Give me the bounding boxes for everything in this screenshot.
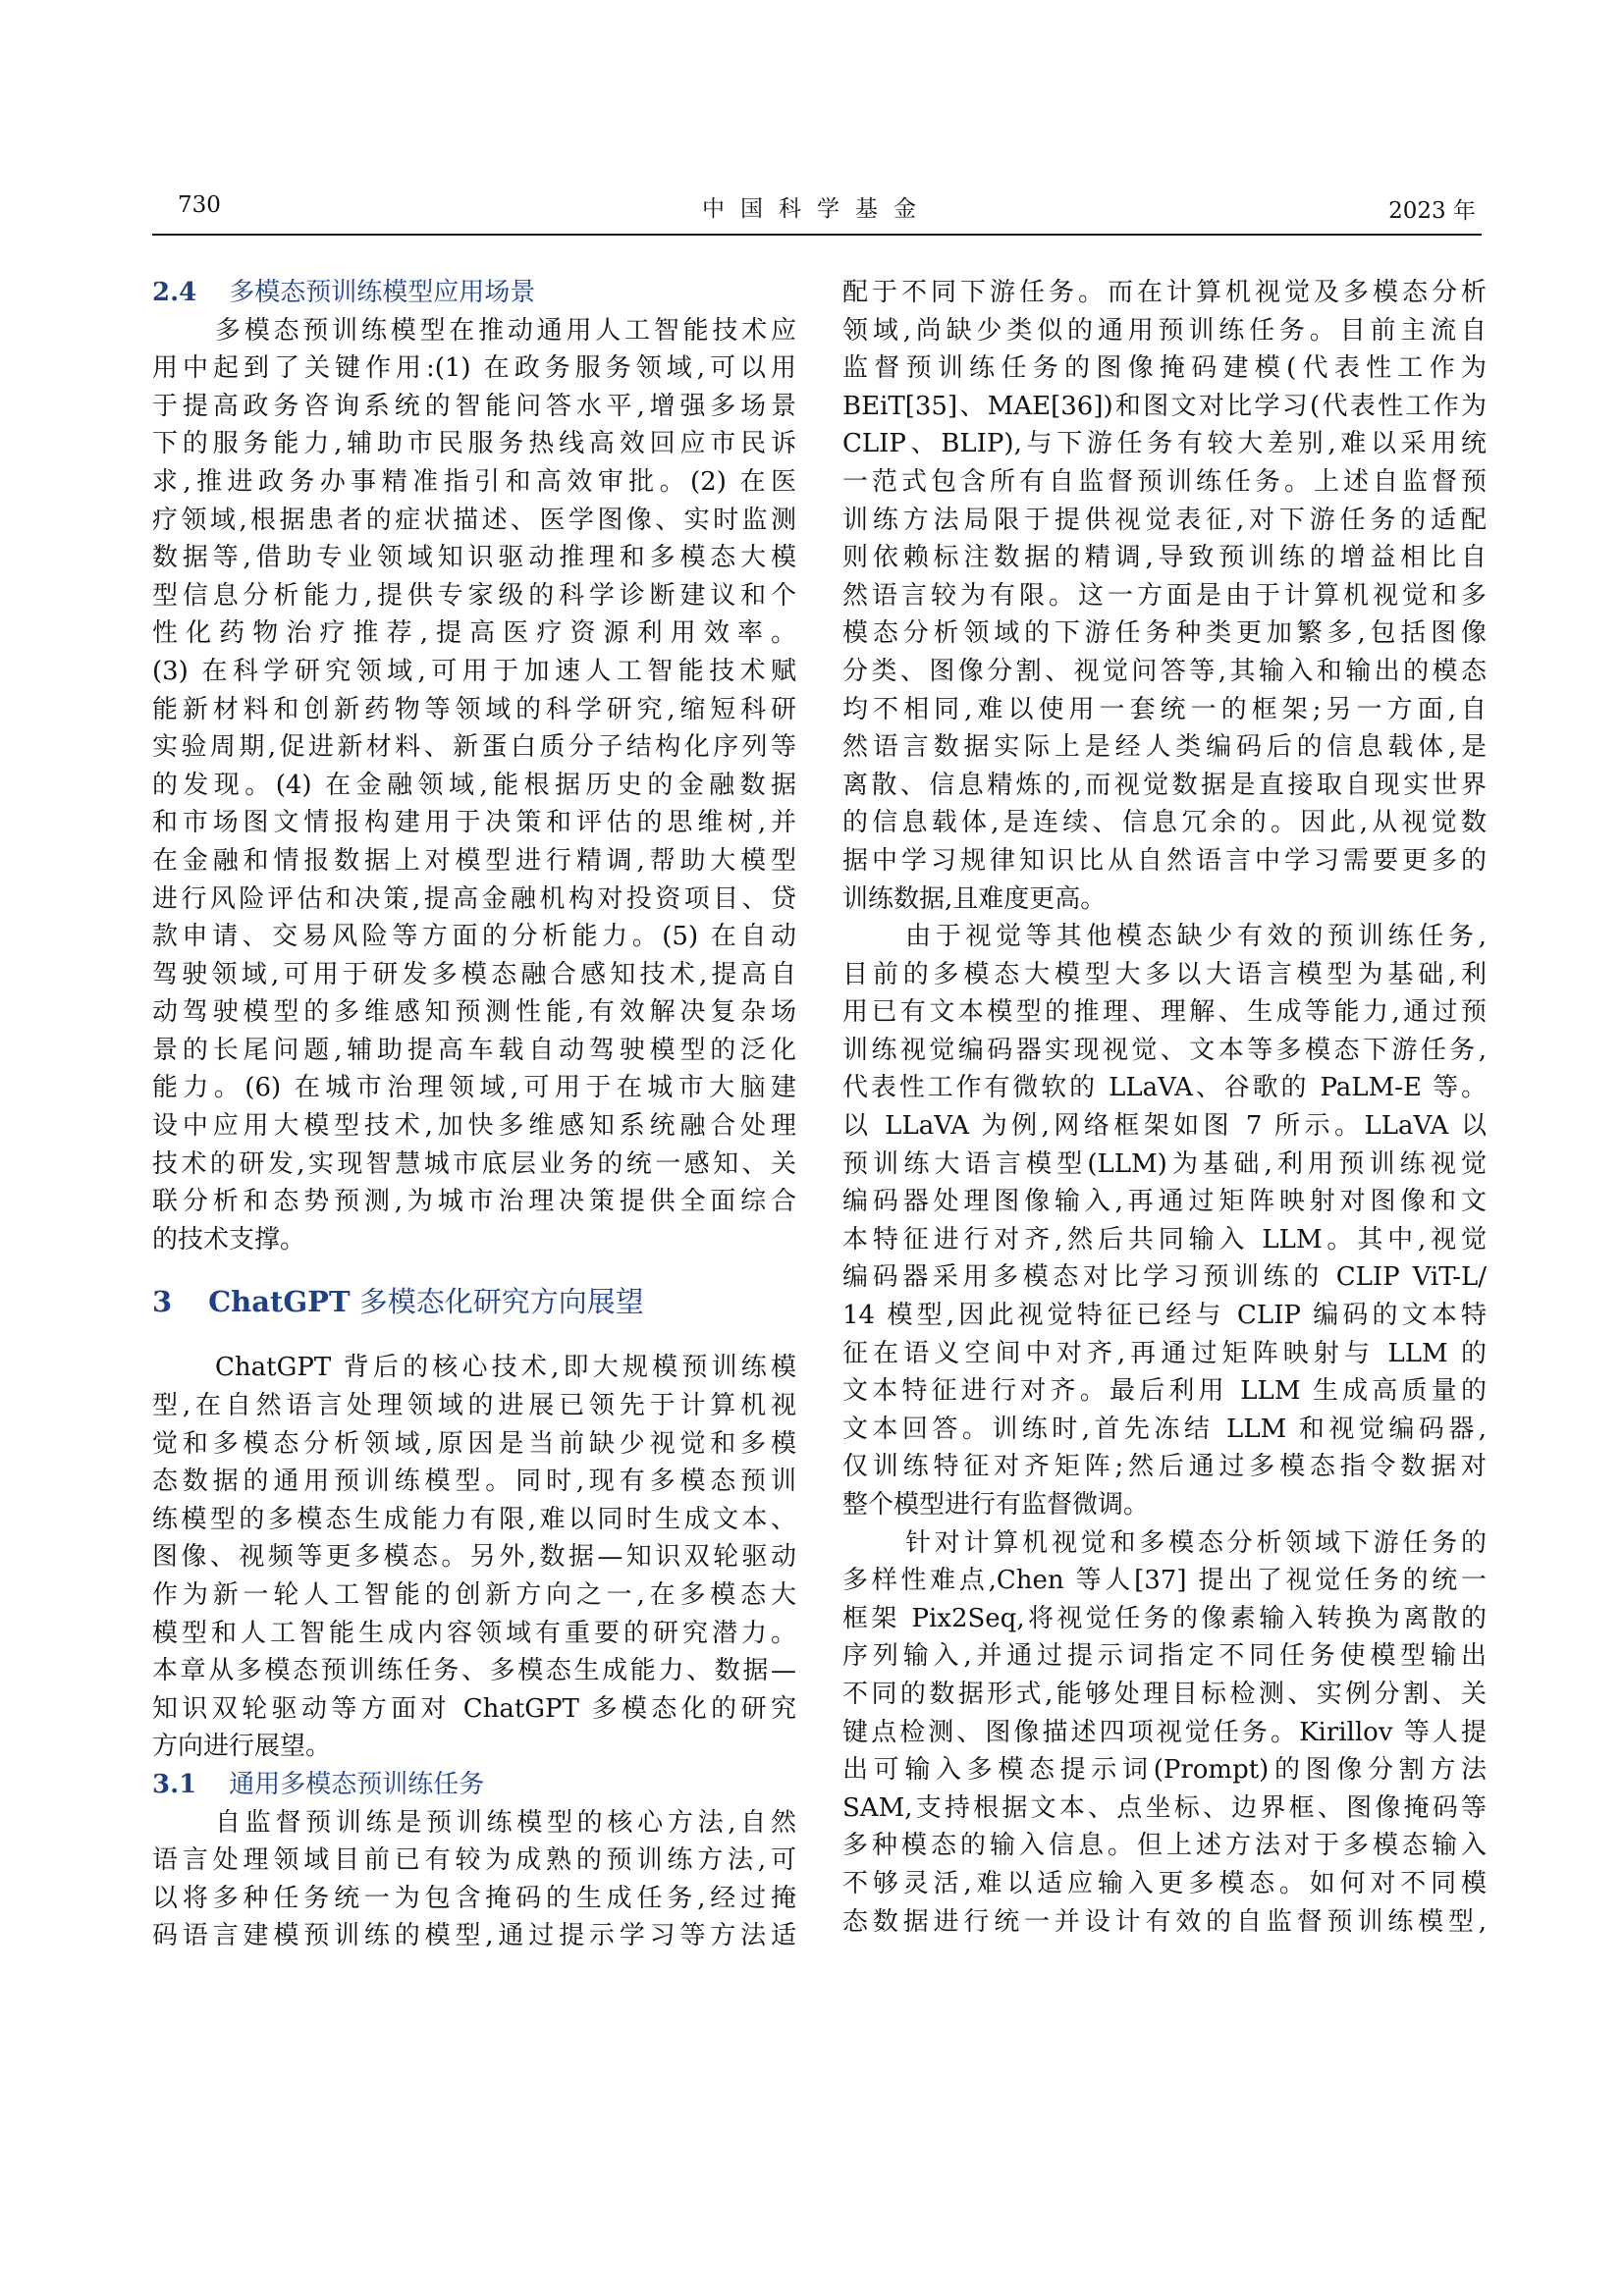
text-line: 不够灵活,难以适应输入更多模态。如何对不同模 bbox=[842, 1868, 1487, 1898]
text-line: 知识双轮驱动等方面对 ChatGPT 多模态化的研究 bbox=[152, 1693, 796, 1724]
text-line: 训练数据,且难度更高。 bbox=[842, 883, 1107, 914]
text-line: 本章从多模态预训练任务、多模态生成能力、数据— bbox=[152, 1656, 796, 1686]
chapter-title-en: ChatGPT bbox=[208, 1285, 351, 1319]
text-line: 方向进行展望。 bbox=[152, 1732, 332, 1762]
text-line: 图像、视频等更多模态。另外,数据—知识双轮驱动 bbox=[152, 1542, 796, 1573]
text-line: 键点检测、图像描述四项视觉任务。Kirillov 等人提 bbox=[842, 1717, 1487, 1747]
text-line: 下的服务能力,辅助市民服务热线高效回应市民诉 bbox=[152, 429, 796, 459]
text-line: SAM,支持根据文本、点坐标、边界框、图像掩码等 bbox=[842, 1792, 1487, 1823]
text-line: 文本回答。训练时,首先冻结 LLM 和视觉编码器, bbox=[842, 1414, 1487, 1444]
text-line: 技术的研发,实现智慧城市底层业务的统一感知、关 bbox=[152, 1148, 796, 1179]
text-line: 和市场图文情报构建用于决策和评估的思维树,并 bbox=[152, 808, 796, 838]
text-line: 码语言建模预训练的模型,通过提示学习等方法适 bbox=[152, 1921, 796, 1951]
paragraph-pix2seq-sam bbox=[842, 1524, 1487, 1942]
journal-title: 中国科学基金 bbox=[702, 196, 932, 222]
text-line: 性化药物治疗推荐,提高医疗资源利用效率。 bbox=[152, 618, 796, 649]
text-line: 景的长尾问题,辅助提高车载自动驾驶模型的泛化 bbox=[152, 1035, 796, 1065]
section-title: 多模态预训练模型应用场景 bbox=[229, 278, 536, 307]
text-line: 进行风险评估和决策,提高金融机构对投资项目、贷 bbox=[152, 883, 796, 914]
text-line: ChatGPT 背后的核心技术,即大规模预训练模 bbox=[215, 1353, 796, 1383]
text-line: 文本特征进行对齐。最后利用 LLM 生成高质量的 bbox=[842, 1376, 1487, 1407]
text-line: (3) 在科学研究领域,可用于加速人工智能技术赋 bbox=[152, 656, 796, 686]
text-line: 然语言较为有限。这一方面是由于计算机视觉和多 bbox=[842, 580, 1487, 611]
text-line: 目前的多模态大模型大多以大语言模型为基础,利 bbox=[842, 959, 1487, 989]
text-line: BEiT[35]、MAE[36])和图文对比学习(代表性工作为 bbox=[842, 391, 1487, 421]
text-line: 多样性难点,Chen 等人[37] 提出了视觉任务的统一 bbox=[842, 1566, 1487, 1596]
text-line: 语言处理领域目前已有较为成熟的预训练方法,可 bbox=[152, 1845, 796, 1876]
text-line: 用已有文本模型的推理、理解、生成等能力,通过预 bbox=[842, 997, 1487, 1028]
section-title: 通用多模态预训练任务 bbox=[229, 1769, 485, 1799]
text-line: 由于视觉等其他模态缺少有效的预训练任务, bbox=[905, 922, 1487, 952]
text-line: 设中应用大模型技术,加快多维感知系统融合处理 bbox=[152, 1111, 796, 1142]
text-line: 14 模型,因此视觉特征已经与 CLIP 编码的文本特 bbox=[842, 1301, 1487, 1331]
text-line: 能新材料和创新药物等领域的科学研究,缩短科研 bbox=[152, 694, 796, 724]
text-line: 以 LLaVA 为例,网络框架如图 7 所示。LLaVA 以 bbox=[842, 1111, 1487, 1142]
text-line: 代表性工作有微软的 LLaVA、谷歌的 PaLM-E 等。 bbox=[842, 1073, 1487, 1103]
text-line: 整个模型进行有监督微调。 bbox=[842, 1490, 1150, 1520]
chapter-title-cn: 多模态化研究方向展望 bbox=[358, 1285, 644, 1319]
paragraph-applications bbox=[152, 312, 796, 1259]
text-line: 针对计算机视觉和多模态分析领域下游任务的 bbox=[905, 1527, 1487, 1558]
section-heading-3-1 bbox=[152, 1766, 796, 1804]
text-line: 型信息分析能力,提供专家级的科学诊断建议和个 bbox=[152, 580, 796, 611]
text-line: 在金融和情报数据上对模型进行精调,帮助大模型 bbox=[152, 845, 796, 876]
publication-year: 2023 年 bbox=[1388, 198, 1476, 224]
text-line: 用中起到了关键作用:(1) 在政务服务领域,可以用 bbox=[152, 353, 796, 384]
text-line: 驾驶领域,可用于研发多模态融合感知技术,提高自 bbox=[152, 959, 796, 989]
text-line: 多模态预训练模型在推动通用人工智能技术应 bbox=[215, 315, 796, 346]
page-number: 730 bbox=[178, 192, 221, 218]
text-line: 求,推进政务办事精准指引和高效审批。(2) 在医 bbox=[152, 466, 796, 497]
left-column bbox=[152, 274, 796, 1955]
text-line: 以将多种任务统一为包含掩码的生成任务,经过掩 bbox=[152, 1883, 796, 1913]
text-line: CLIP、BLIP),与下游任务有较大差别,难以采用统 bbox=[842, 429, 1487, 459]
chapter-heading-3 bbox=[152, 1276, 796, 1327]
text-line: 编码器处理图像输入,再通过矩阵映射对图像和文 bbox=[842, 1187, 1487, 1217]
text-line: 实验周期,促进新材料、新蛋白质分子结构化序列等 bbox=[152, 732, 796, 763]
text-line: 领域,尚缺少类似的通用预训练任务。目前主流自 bbox=[842, 315, 1487, 346]
text-line: 联分析和态势预测,为城市治理决策提供全面综合 bbox=[152, 1187, 796, 1217]
paragraph-pretraining-tasks bbox=[842, 274, 1487, 918]
text-line: 的发现。(4) 在金融领域,能根据历史的金融数据 bbox=[152, 770, 796, 800]
text-line: 一范式包含所有自监督预训练任务。上述自监督预 bbox=[842, 466, 1487, 497]
text-line: 编码器采用多模态对比学习预训练的 CLIP ViT-L/ bbox=[842, 1262, 1487, 1293]
text-line: 模型和人工智能生成内容领域有重要的研究潜力。 bbox=[152, 1618, 796, 1648]
text-line: 觉和多模态分析领域,原因是当前缺少视觉和多模 bbox=[152, 1428, 796, 1459]
text-line: 的信息载体,是连续、信息冗余的。因此,从视觉数 bbox=[842, 808, 1487, 838]
text-line: 数据等,借助专业领域知识驱动推理和多模态大模 bbox=[152, 543, 796, 573]
text-line: 本特征进行对齐,然后共同输入 LLM。其中,视觉 bbox=[842, 1224, 1487, 1255]
right-column bbox=[842, 274, 1487, 1941]
text-line: 配于不同下游任务。而在计算机视觉及多模态分析 bbox=[842, 278, 1487, 307]
text-line: 则依赖标注数据的精调,导致预训练的增益相比自 bbox=[842, 543, 1487, 573]
text-line: 的技术支撑。 bbox=[152, 1224, 306, 1255]
paragraph-self-supervised bbox=[152, 1804, 796, 1955]
text-line: 练模型的多模态生成能力有限,难以同时生成文本、 bbox=[152, 1504, 796, 1534]
text-line: 作为新一轮人工智能的创新方向之一,在多模态大 bbox=[152, 1580, 796, 1610]
text-line: 仅训练特征对齐矩阵;然后通过多模态指令数据对 bbox=[842, 1452, 1487, 1482]
section-number: 3.1 bbox=[152, 1769, 197, 1799]
text-line: 训练方法局限于提供视觉表征,对下游任务的适配 bbox=[842, 505, 1487, 535]
text-line: 框架 Pix2Seq,将视觉任务的像素输入转换为离散的 bbox=[842, 1603, 1487, 1633]
section-number: 2.4 bbox=[152, 278, 197, 307]
text-line: 能力。(6) 在城市治理领域,可用于在城市大脑建 bbox=[152, 1073, 796, 1103]
chapter-number: 3 bbox=[152, 1285, 173, 1319]
paragraph-llava bbox=[842, 918, 1487, 1524]
text-line: 不同的数据形式,能够处理目标检测、实例分割、关 bbox=[842, 1679, 1487, 1709]
text-line: 预训练大语言模型(LLM)为基础,利用预训练视觉 bbox=[842, 1148, 1487, 1179]
text-line: 均不相同,难以使用一套统一的框架;另一方面,自 bbox=[842, 694, 1487, 724]
text-line: 训练视觉编码器实现视觉、文本等多模态下游任务, bbox=[842, 1035, 1487, 1065]
text-line: 动驾驶模型的多维感知预测性能,有效解决复杂场 bbox=[152, 997, 796, 1028]
text-line: 多种模态的输入信息。但上述方法对于多模态输入 bbox=[842, 1831, 1487, 1861]
page-header bbox=[152, 185, 1482, 236]
text-line: 出可输入多模态提示词(Prompt)的图像分割方法 bbox=[842, 1755, 1487, 1786]
text-line: 据中学习规律知识比从自然语言中学习需要更多的 bbox=[842, 845, 1487, 876]
text-line: 型,在自然语言处理领域的进展已领先于计算机视 bbox=[152, 1391, 796, 1421]
text-line: 态数据的通用预训练模型。同时,现有多模态预训 bbox=[152, 1467, 796, 1497]
text-line: 款申请、交易风险等方面的分析能力。(5) 在自动 bbox=[152, 922, 796, 952]
section-heading-2-4 bbox=[152, 274, 796, 312]
text-line: 自监督预训练是预训练模型的核心方法,自然 bbox=[215, 1807, 796, 1838]
text-line: 离散、信息精炼的,而视觉数据是直接取自现实世界 bbox=[842, 770, 1487, 800]
text-line: 监督预训练任务的图像掩码建模(代表性工作为 bbox=[842, 353, 1487, 384]
text-line: 于提高政务咨询系统的智能问答水平,增强多场景 bbox=[152, 391, 796, 421]
text-line: 模态分析领域的下游任务种类更加繁多,包括图像 bbox=[842, 618, 1487, 649]
text-line: 态数据进行统一并设计有效的自监督预训练模型, bbox=[842, 1906, 1487, 1937]
text-line: 分类、图像分割、视觉问答等,其输入和输出的模态 bbox=[842, 656, 1487, 686]
text-line: 序列输入,并通过提示词指定不同任务使模型输出 bbox=[842, 1641, 1487, 1672]
text-line: 征在语义空间中对齐,再通过矩阵映射与 LLM 的 bbox=[842, 1338, 1487, 1368]
paragraph-chapter-intro bbox=[152, 1349, 796, 1766]
text-line: 疗领域,根据患者的症状描述、医学图像、实时监测 bbox=[152, 505, 796, 535]
text-line: 然语言数据实际上是经人类编码后的信息载体,是 bbox=[842, 732, 1487, 763]
